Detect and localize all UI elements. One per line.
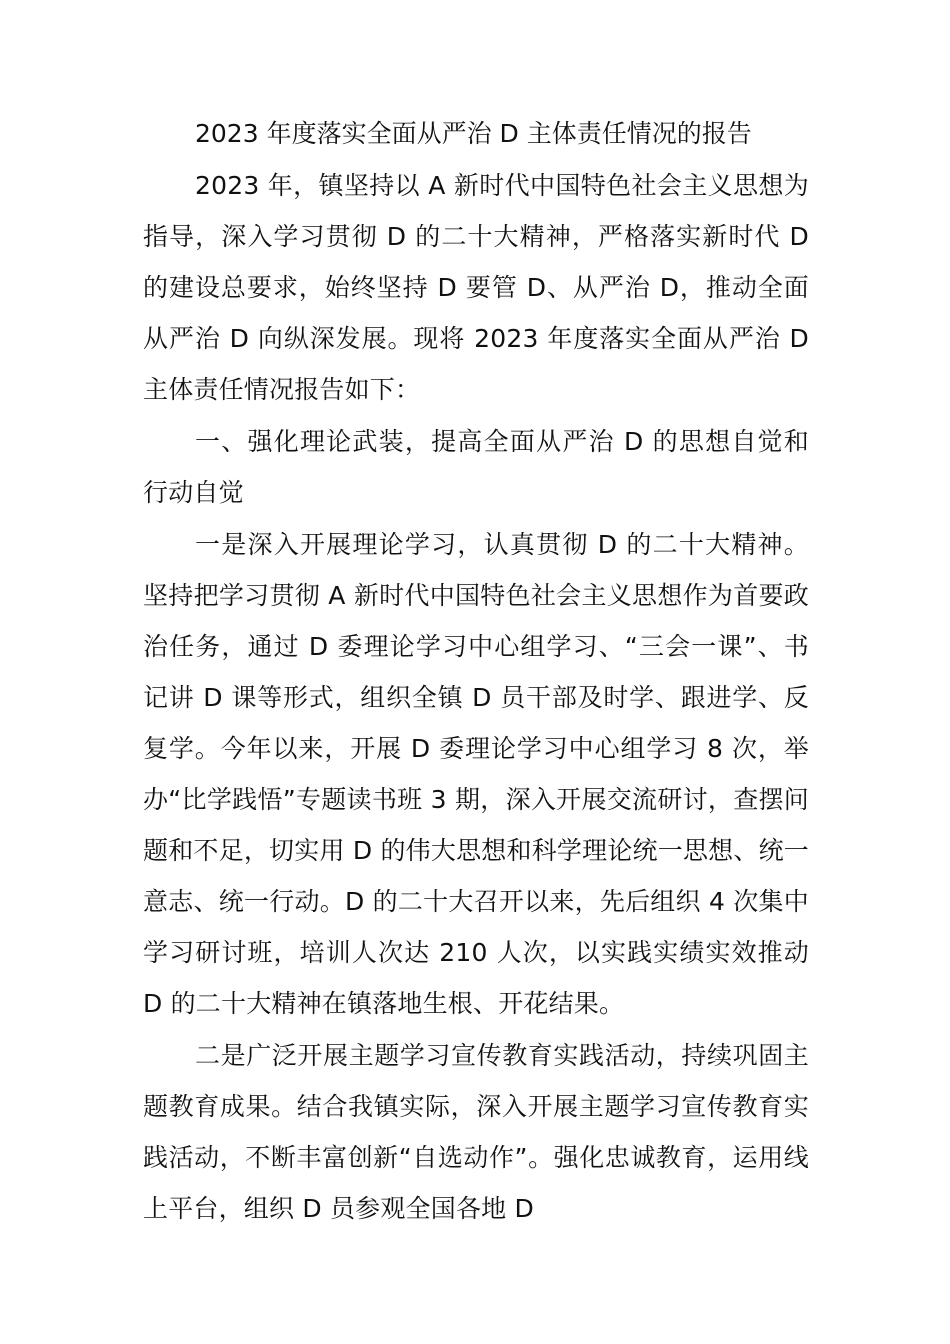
document-body [143,111,809,1234]
document-title: 2023 年度落实全面从严治 D 主体责任情况的报告 [195,119,752,148]
body-paragraph-2: 二是广泛开展主题学习宣传教育实践活动，持续巩固主题教育成果。结合我镇实际，深入开展主题学习宣传教育实践活动，不断丰富创新“自选动作”。强化忠诚教育，运用线上平台，组织 D 员参观全国各地 D [143,1041,809,1223]
section-heading: 一、强化理论武装，提高全面从严治 D 的思想自觉和行动自觉 [143,427,809,507]
body-paragraph-1: 一是深入开展理论学习，认真贯彻 D 的二十大精神。坚持把学习贯彻 A 新时代中国特色社会主义思想作为首要政治任务，通过 D 委理论学习中心组学习、“三会一课”、书记讲 D 课等形式，组织全镇 D 员干部及时学、跟进学、反复学。今年以来，开展 D 委理论学习中心组学习 8 次，举办“比学践悟”专题读书班 3 期，深入开展交流研讨，查摆问题和不足，切实用 D 的伟大思想和科学理论统一思想、统一意志、统一行动。D 的二十大召开以来，先后组织 4 次集中学习研讨班，培训人次达 210 人次，以实践实绩实效推动 D 的二十大精神在镇落地生根、开花结果。 [143,530,809,1018]
intro-paragraph: 2023 年，镇坚持以 A 新时代中国特色社会主义思想为指导，深入学习贯彻 D 的二十大精神，严格落实新时代 D 的建设总要求，始终坚持 D 要管 D、从严治 D，推动全面从严治 D 向纵深发展。现将 2023 年度落实全面从严治 D 主体责任情况报告如下： [143,171,809,404]
